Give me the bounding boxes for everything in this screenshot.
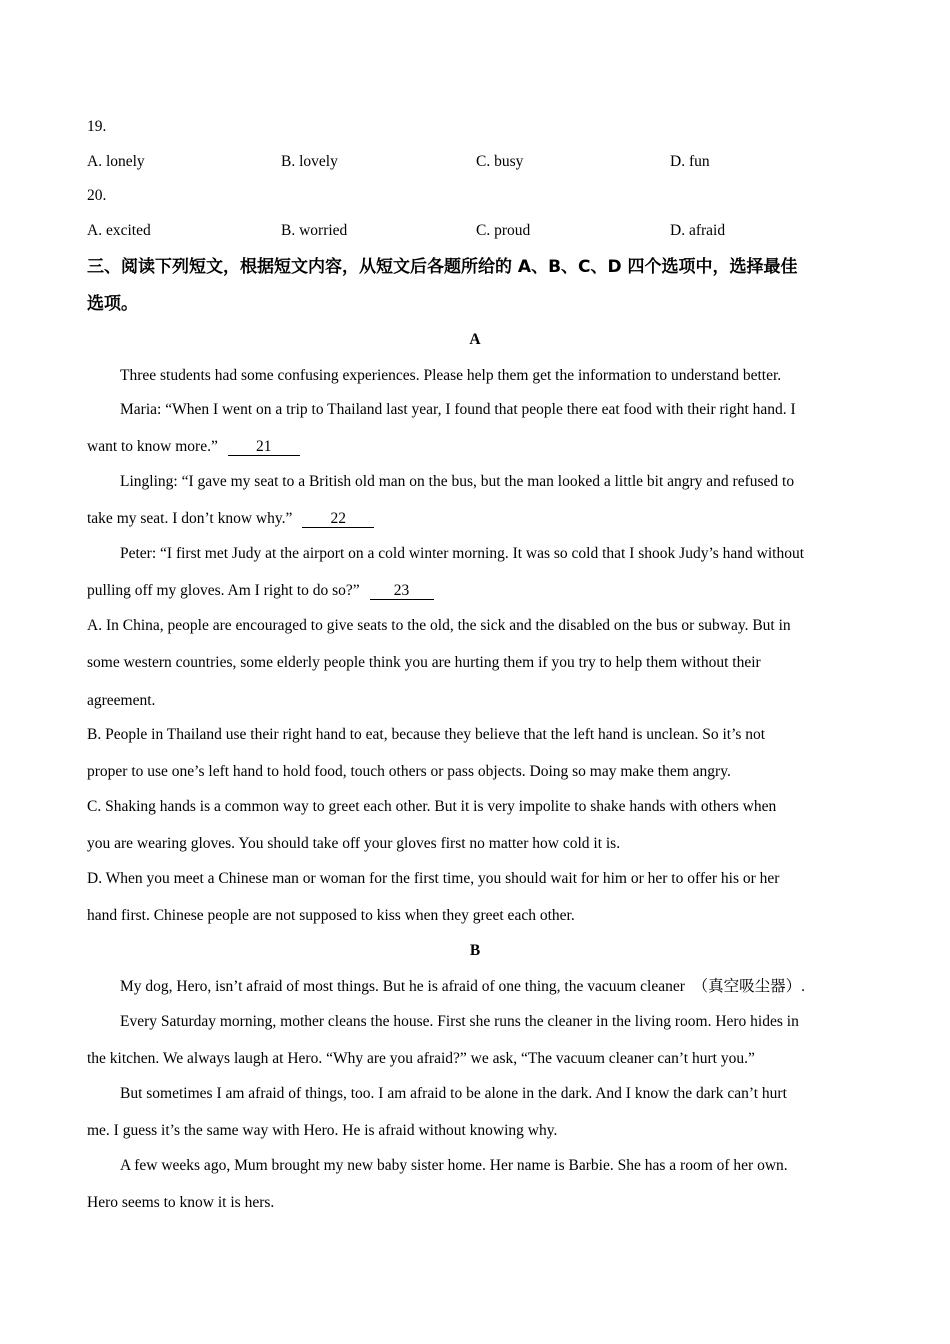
answer-option-a-line3: agreement. (87, 692, 156, 709)
answer-option-d-line1: D. When you meet a Chinese man or woman for the first time, you should wait for him or her to offer his or her (87, 870, 780, 887)
lingling-line1: Lingling: “I gave my seat to a British old man on the bus, but the man looked a little bit angry and refused to (120, 473, 795, 490)
passage-b-paragraph4-line2: Hero seems to know it is hers. (87, 1194, 275, 1211)
answer-option-c-line1: C. Shaking hands is a common way to greet each other. But it is very impolite to shake hands with others when (87, 798, 777, 815)
passage-b-paragraph2-line1: Every Saturday morning, mother cleans the house. First she runs the cleaner in the living room. Hero hides in (120, 1013, 799, 1030)
passage-b-paragraph3-line2: me. I guess it’s the same way with Hero. He is afraid without knowing why. (87, 1122, 558, 1139)
passage-b-title: B (469, 942, 481, 959)
passage-b-paragraph4-line1: A few weeks ago, Mum brought my new baby sister home. Her name is Barbie. She has a room of her own. (120, 1157, 788, 1174)
lingling-quote-text: take my seat. I don’t know why.” (87, 510, 293, 527)
passage-b-paragraph3-line1: But sometimes I am afraid of things, too. I am afraid to be alone in the dark. And I know the dark can’t hurt (120, 1085, 787, 1102)
question-19-number: 19. (87, 118, 107, 135)
q20-option-c: C. proud (476, 222, 531, 239)
blank-21[interactable]: 21 (228, 438, 300, 456)
q19-option-c: C. busy (476, 153, 524, 170)
maria-line2 (87, 437, 300, 457)
q20-option-a: A. excited (87, 222, 151, 239)
passage-b-paragraph2-line2: the kitchen. We always laugh at Hero. “Why are you afraid?” we ask, “The vacuum cleaner can’t hurt you.” (87, 1050, 755, 1067)
blank-22[interactable]: 22 (302, 510, 374, 528)
question-20-number: 20. (87, 187, 107, 204)
maria-line1: Maria: “When I went on a trip to Thailand last year, I found that people there eat food with their right hand. I (120, 401, 796, 418)
blank-23[interactable]: 23 (370, 582, 434, 600)
answer-option-d-line2: hand first. Chinese people are not supposed to kiss when they greet each other. (87, 907, 575, 924)
peter-line2 (87, 581, 434, 601)
q19-option-a: A. lonely (87, 153, 145, 170)
lingling-line2 (87, 509, 374, 529)
q19-option-d: D. fun (670, 153, 710, 170)
q19-option-b: B. lovely (281, 153, 338, 170)
q20-option-b: B. worried (281, 222, 348, 239)
section-3-heading-line2: 选项。 (87, 294, 138, 314)
answer-option-a-line1: A. In China, people are encouraged to give seats to the old, the sick and the disabled on the bus or subway. But in (87, 617, 791, 634)
q20-option-d: D. afraid (670, 222, 726, 239)
peter-line1: Peter: “I first met Judy at the airport on a cold winter morning. It was so cold that I shook Judy’s hand without (120, 545, 805, 562)
answer-option-c-line2: you are wearing gloves. You should take off your gloves first no matter how cold it is. (87, 835, 621, 852)
section-3-heading-line1: 三、阅读下列短文，根据短文内容，从短文后各题所给的 A、B、C、D 四个选项中，选择最佳 (87, 257, 798, 277)
peter-quote-text: pulling off my gloves. Am I right to do so?” (87, 582, 360, 599)
answer-option-b-line2: proper to use one’s left hand to hold food, touch others or pass objects. Doing so may make them angry. (87, 763, 731, 780)
passage-b-paragraph1: My dog, Hero, isn’t afraid of most things. But he is afraid of one thing, the vacuum cleaner （真空吸尘器）. (120, 978, 806, 995)
answer-option-a-line2: some western countries, some elderly people think you are hurting them if you try to help them without their (87, 654, 761, 671)
passage-a-intro: Three students had some confusing experiences. Please help them get the information to understand better. (120, 367, 782, 384)
answer-option-b-line1: B. People in Thailand use their right hand to eat, because they believe that the left hand is unclean. So it’s not (87, 726, 766, 743)
passage-a-title: A (469, 331, 481, 348)
maria-quote-text: want to know more.” (87, 438, 218, 455)
